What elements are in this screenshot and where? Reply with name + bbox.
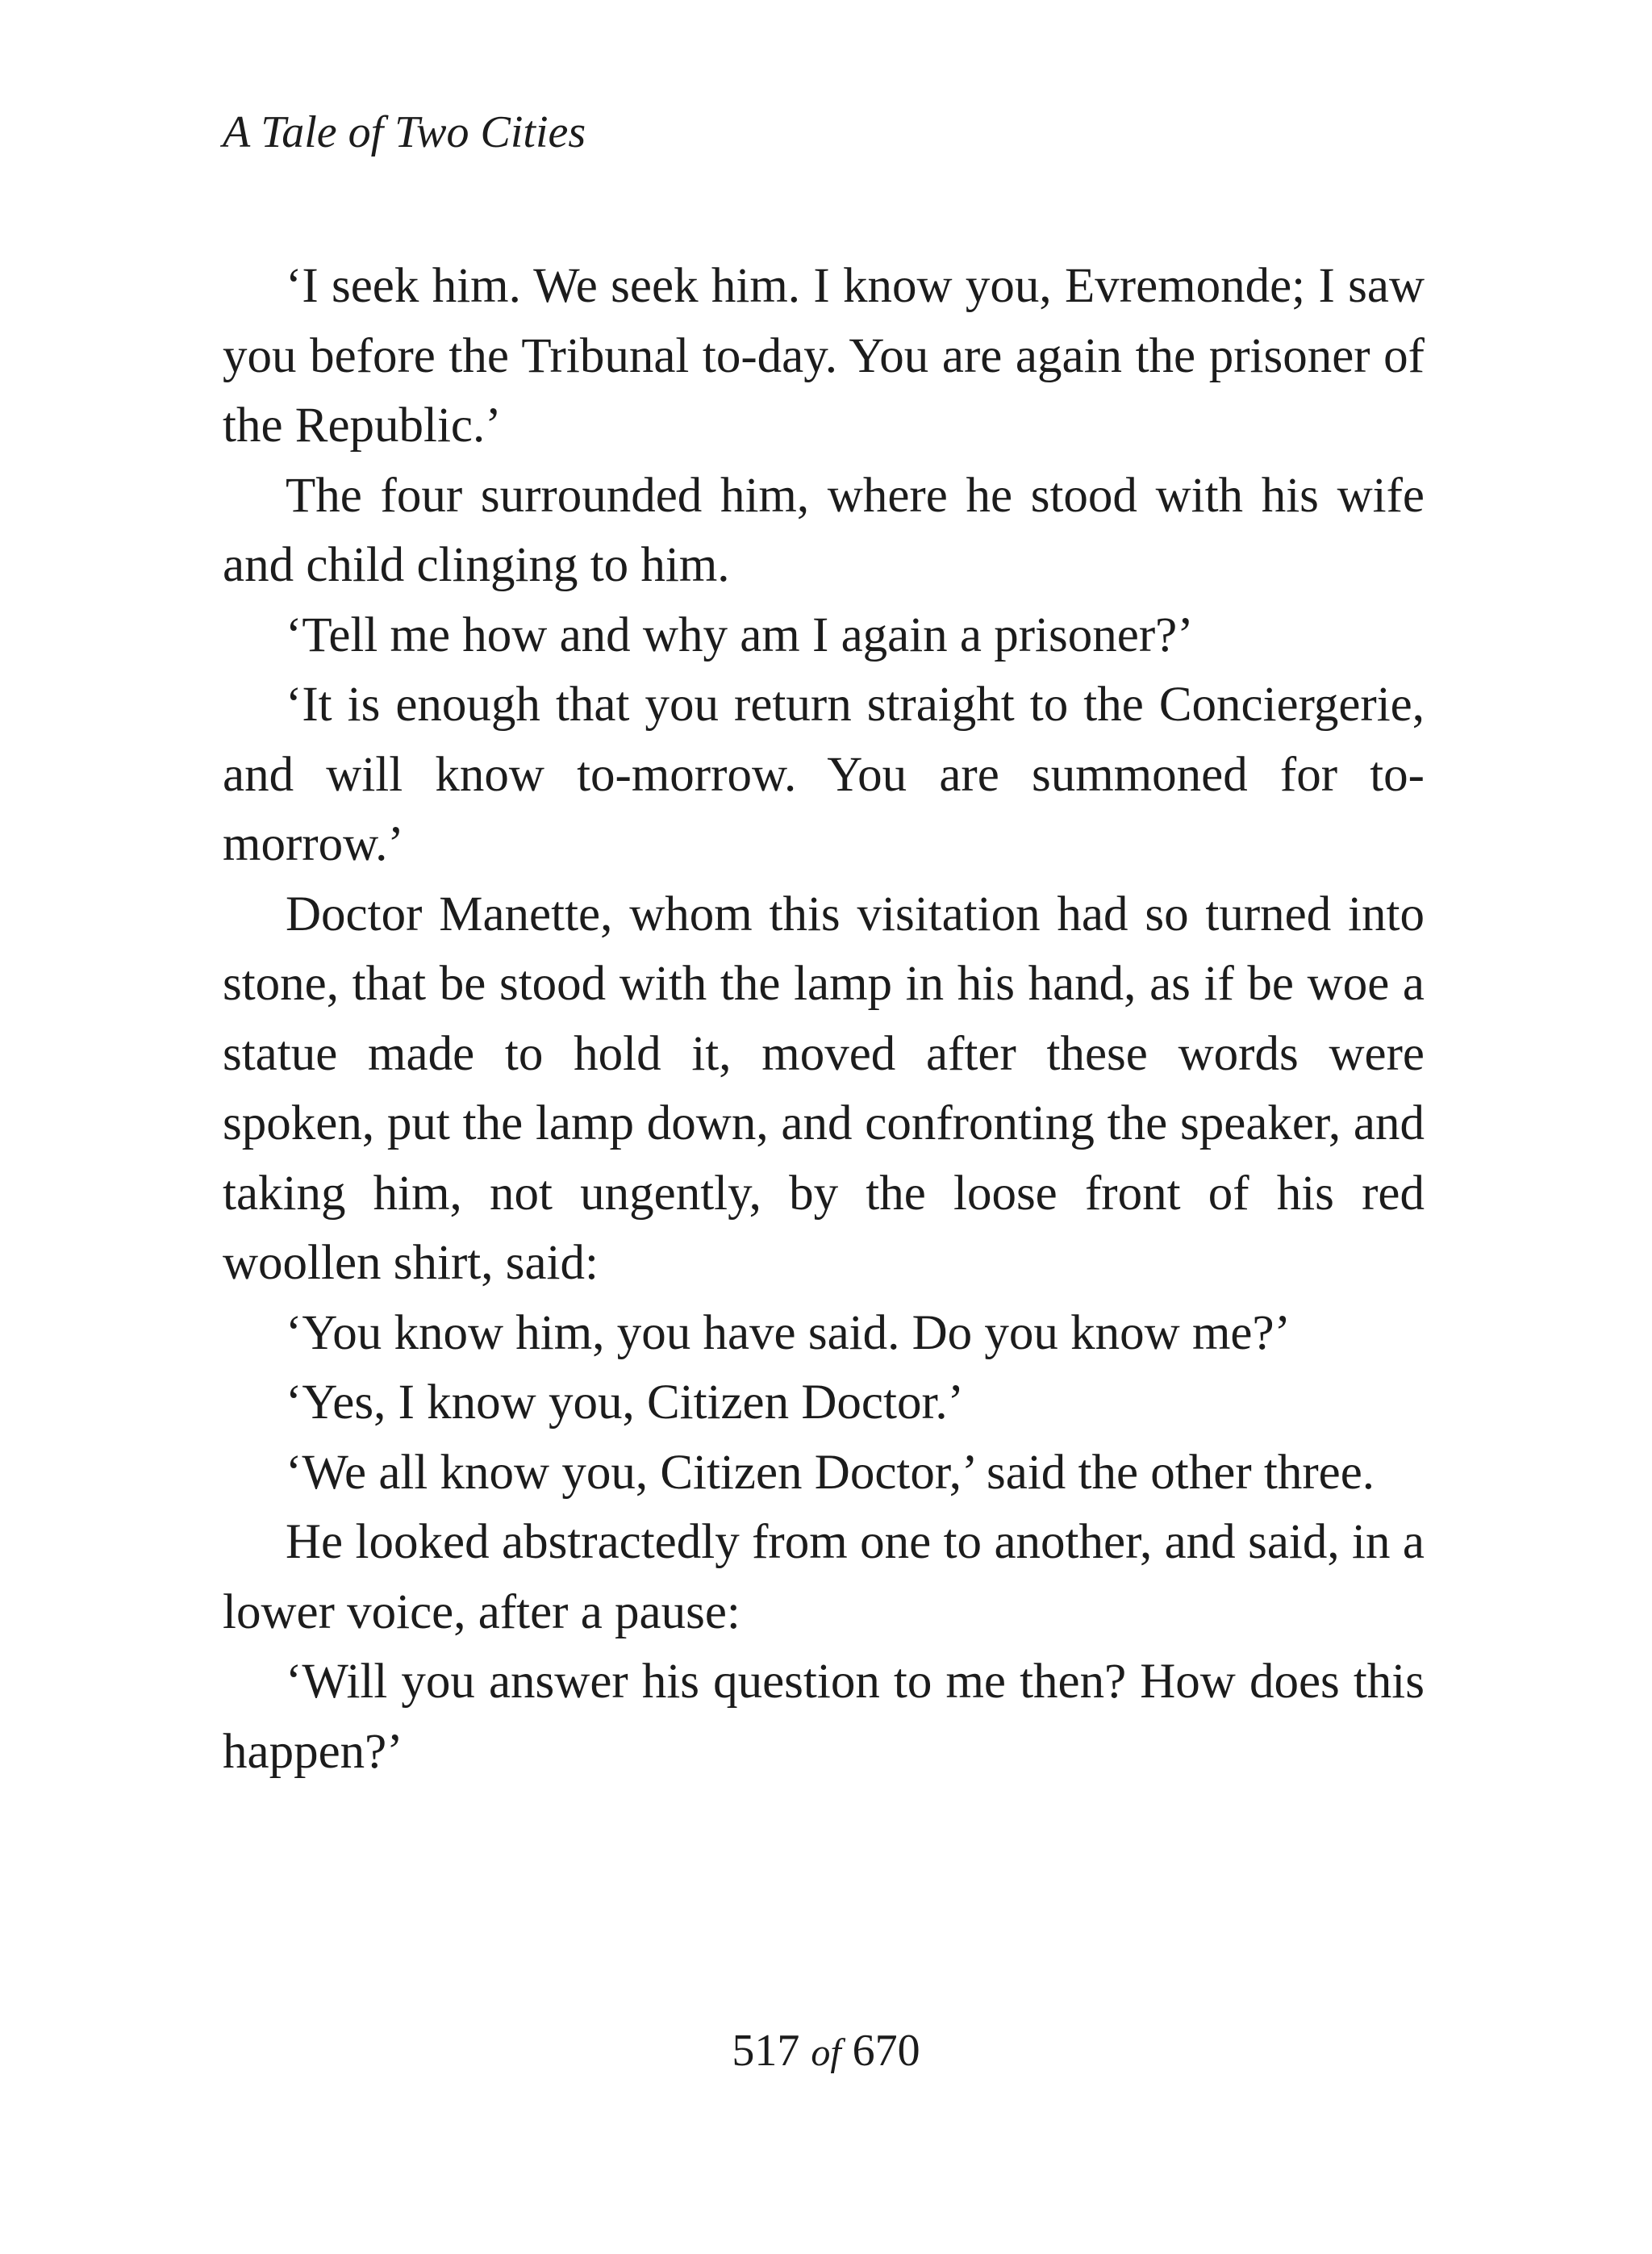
current-page-number: 517: [732, 2026, 800, 2076]
paragraph: ‘You know him, you have said. Do you know me?’: [286, 1305, 1291, 1360]
total-page-count: 670: [852, 2026, 920, 2076]
page-of-separator: of: [811, 2031, 841, 2074]
paragraph: ‘Will you answer his question to me then? How does this happen?’: [223, 1655, 1425, 1779]
page-number-indicator: [0, 2022, 1652, 2082]
running-header-book-title: A Tale of Two Cities: [223, 107, 586, 157]
paragraph: Doctor Manette, whom this visitation had so turned into stone, that be stood with the lamp in his hand, as if be woe a statue made to hold it, moved after these words were spoken, put the lamp down, and confronting the speaker, and taking him, not ungently, by the loose front of his red woollen shirt, said:: [223, 887, 1425, 1290]
paragraph: He looked abstractedly from one to another, and said, in a lower voice, after a pause:: [223, 1515, 1425, 1639]
page-body-text: [223, 252, 1425, 1787]
paragraph: ‘We all know you, Citizen Doctor,’ said the other three.: [286, 1445, 1375, 1500]
paragraph: ‘Tell me how and why am I again a prisoner?’: [286, 607, 1194, 662]
paragraph: ‘Yes, I know you, Citizen Doctor.’: [286, 1375, 964, 1430]
paragraph: ‘It is enough that you return straight to the Conciergerie, and will know to-morrow. You are summoned for to-morrow.’: [223, 678, 1425, 871]
paragraph: ‘I seek him. We seek him. I know you, Evremonde; I saw you before the Tribunal to-day. You are again the prisoner of the Republic.’: [223, 259, 1425, 453]
paragraph: The four surrounded him, where he stood with his wife and child clinging to him.: [223, 468, 1425, 592]
